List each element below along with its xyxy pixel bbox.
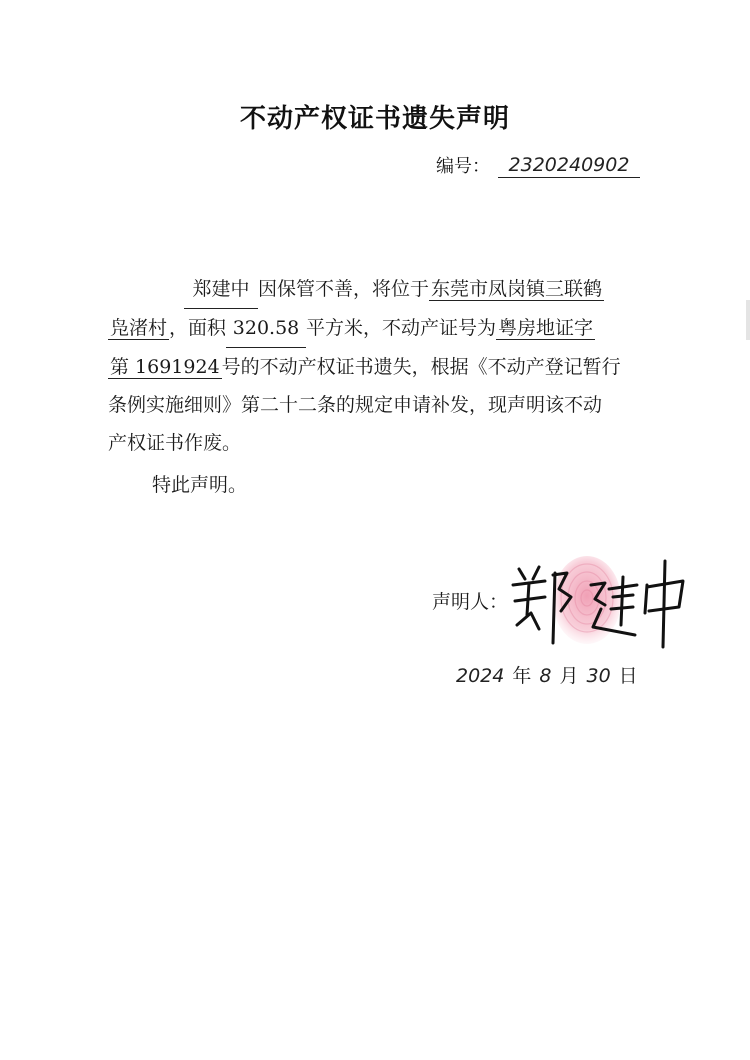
date-day-unit: 日 — [618, 665, 638, 687]
body-text-4: 号的不动产权证书遗失，根据《不动产登记暂行 — [221, 356, 621, 378]
body-line-1 — [108, 270, 648, 309]
date-month-unit: 月 — [559, 665, 579, 687]
certificate-number-part2: 第 1691924 — [110, 356, 220, 378]
document-number-label: 编号： — [436, 156, 490, 177]
body-line-4 — [108, 386, 648, 424]
declarant-label: 声明人： — [432, 591, 509, 613]
body-text-6: 产权证书作废。 — [108, 432, 242, 454]
body-text-1: 因保管不善，将位于 — [258, 278, 430, 300]
date-day: 30 — [586, 665, 611, 687]
declaration-body — [108, 270, 648, 462]
owner-name: 郑建中 — [184, 270, 258, 309]
property-area: 320.58 — [226, 309, 306, 348]
property-location-part1: 东莞市凤岗镇三联鹤 — [431, 278, 603, 300]
scan-edge-mark — [746, 300, 750, 340]
date-year: 2024 — [456, 665, 505, 687]
body-line-2 — [108, 309, 648, 348]
body-line-3 — [108, 348, 648, 386]
declaration-date — [456, 661, 638, 688]
certificate-number-part1: 粤房地证字 — [498, 317, 594, 339]
closing-statement: 特此声明。 — [152, 474, 248, 496]
body-text-2: ，面积 — [169, 317, 227, 339]
document-number-value: 2320240902 — [498, 154, 640, 178]
body-text-3: 平方米，不动产证号为 — [306, 317, 497, 339]
handwritten-signature — [505, 555, 700, 650]
date-year-unit: 年 — [512, 665, 532, 687]
body-line-5 — [108, 424, 648, 462]
body-text-5: 条例实施细则》第二十二条的规定申请补发，现声明该不动 — [108, 394, 603, 416]
document-number-row — [436, 152, 640, 178]
property-location-part2: 凫渚村 — [110, 317, 168, 339]
document-title: 不动产权证书遗失声明 — [239, 104, 510, 134]
date-month: 8 — [539, 665, 552, 687]
